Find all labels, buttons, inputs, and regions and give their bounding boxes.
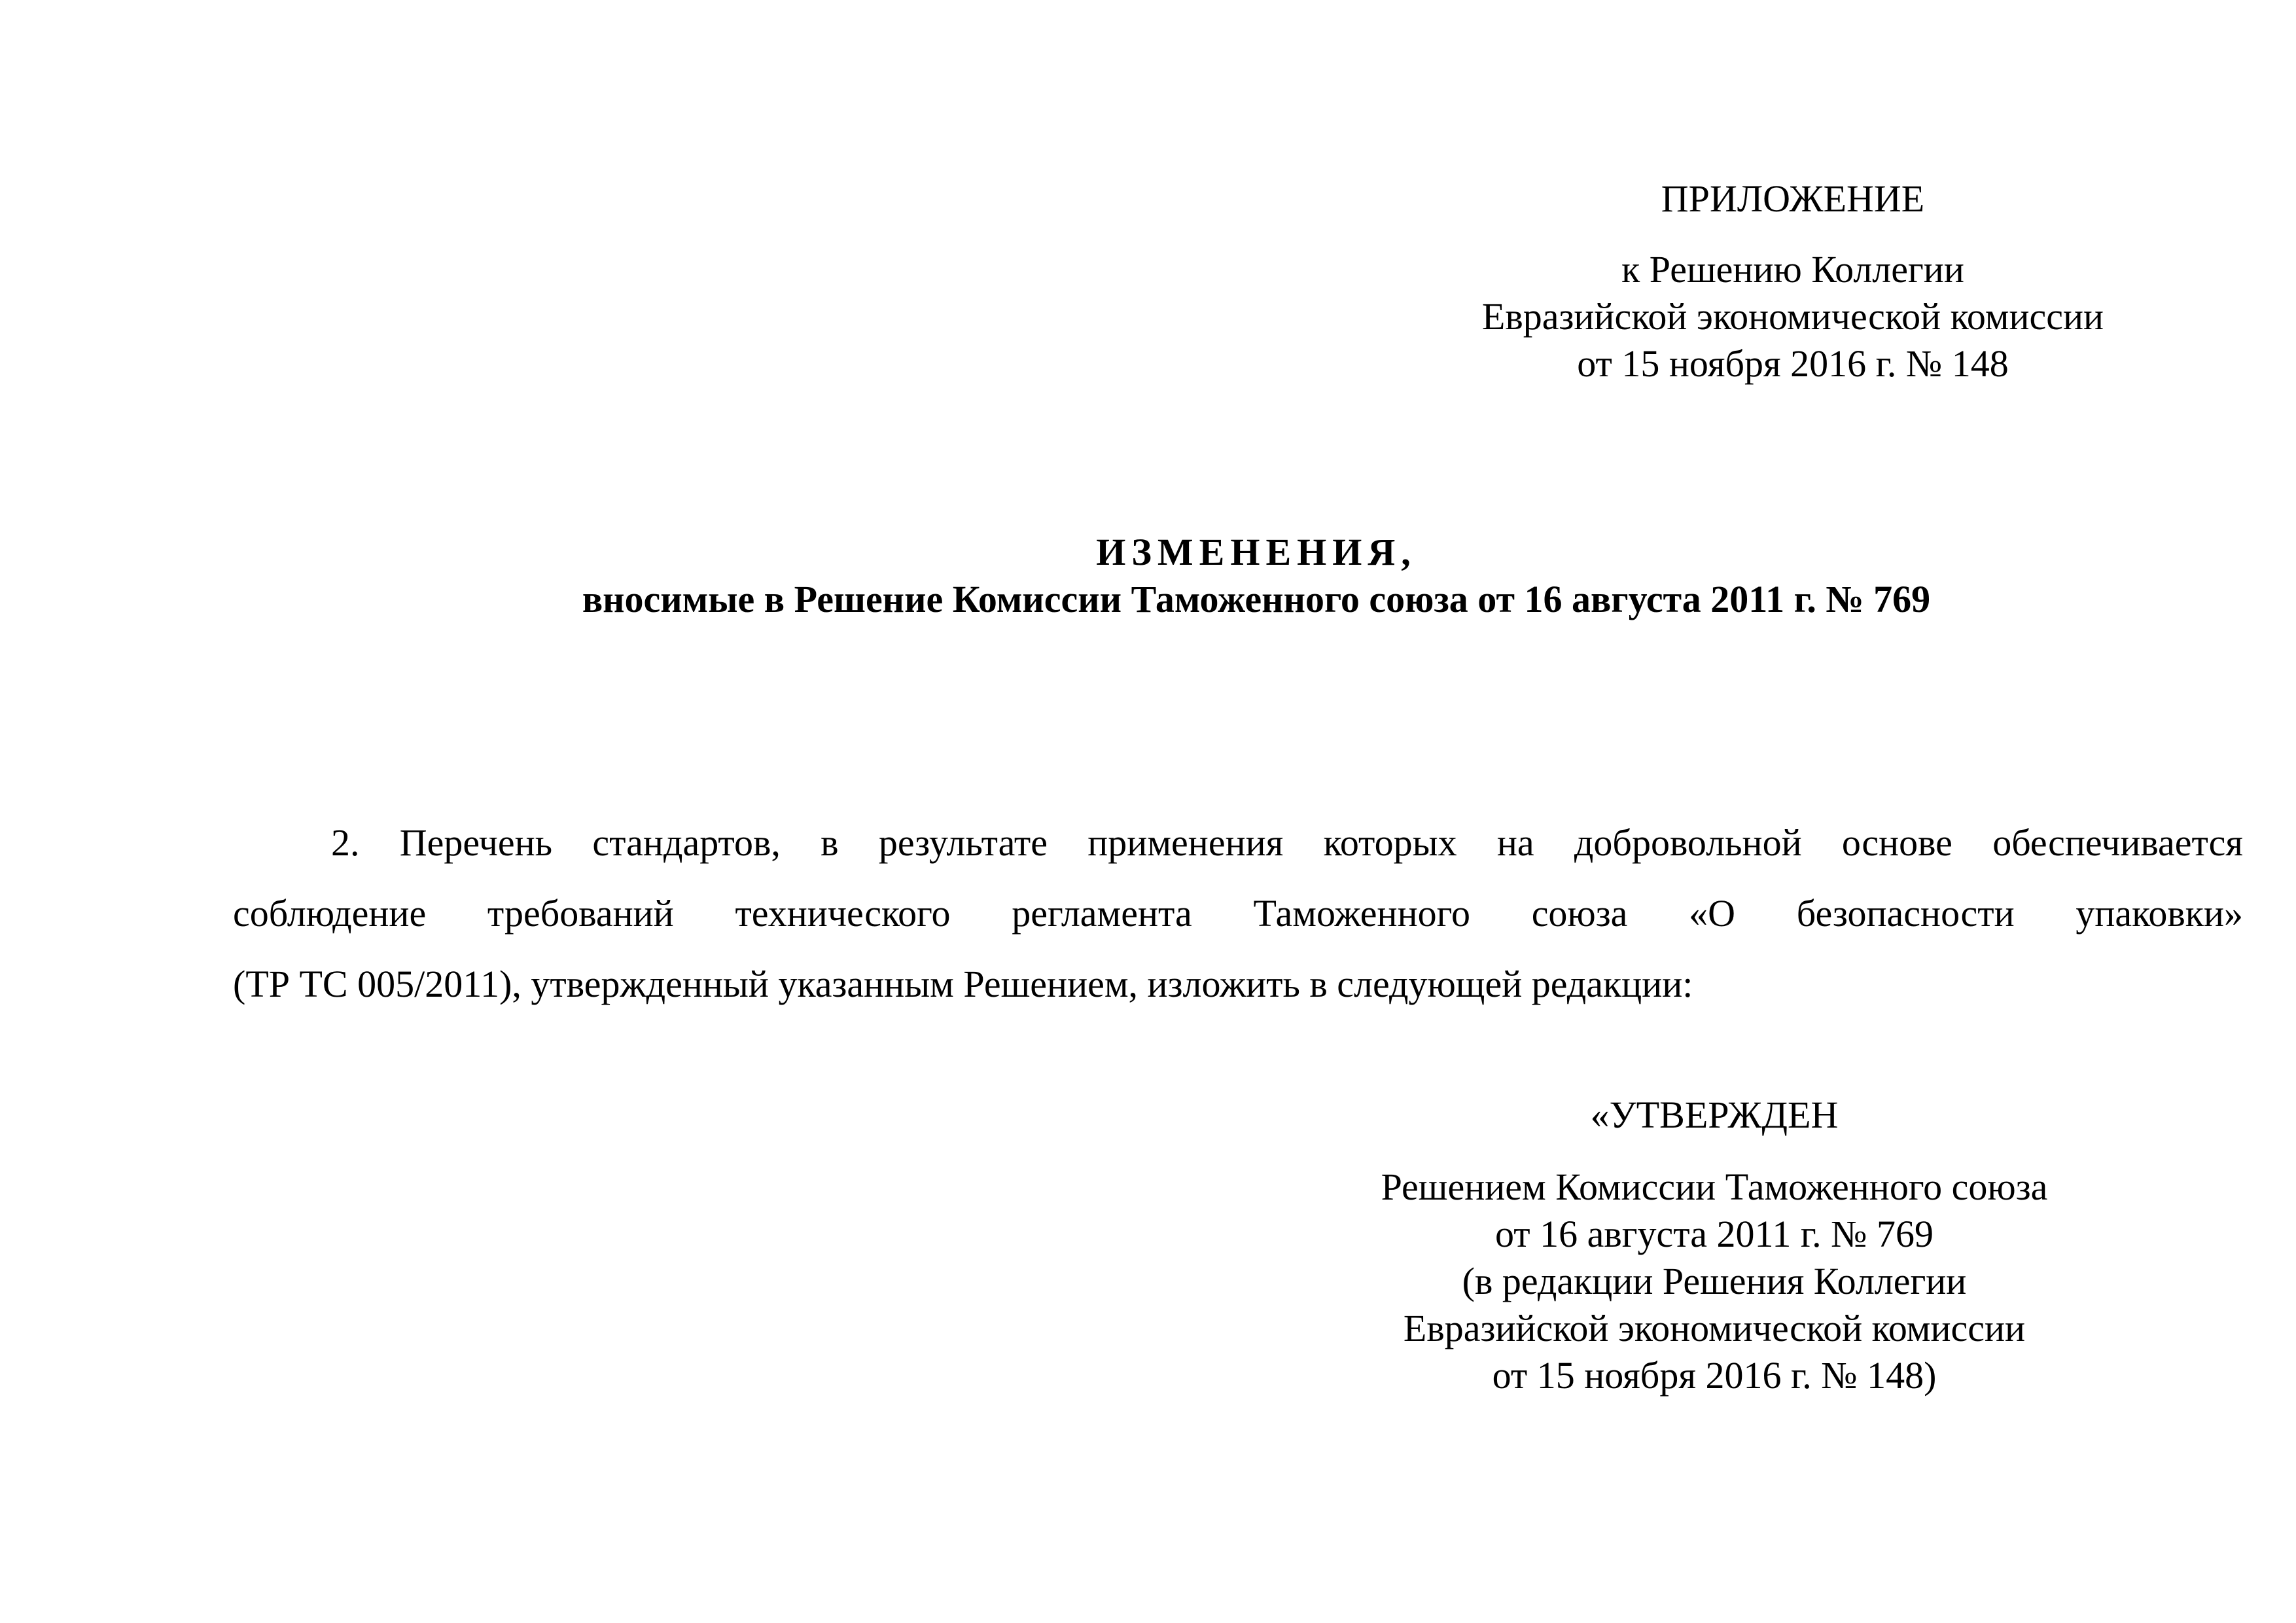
paragraph-line: 2. Перечень стандартов, в результате применения которых на добровольной основе обеспечивается [331,821,2243,864]
approval-line: Евразийской экономической комиссии [1403,1307,2026,1349]
paragraph-line: (ТР ТС 005/2011), утвержденный указанным Решением, изложить в следующей редакции: [233,963,1693,1005]
document-title: ИЗМЕНЕНИЯ, [1096,531,1417,573]
appendix-label: ПРИЛОЖЕНИЕ [1661,177,1925,220]
paragraph-line: соблюдение требований технического регламента Таможенного союза «О безопасности упаковки» [233,892,2243,935]
approval-line: (в редакции Решения Коллегии [1462,1260,1967,1302]
main-paragraph [233,808,2243,1020]
approval-line: от 16 августа 2011 г. № 769 [1495,1213,1934,1255]
document-heading [484,529,2028,623]
approval-line: от 15 ноября 2016 г. № 148) [1492,1354,1937,1397]
document-subtitle: вносимые в Решение Комиссии Таможенного союза от 16 августа 2011 г. № 769 [582,578,1931,620]
appendix-line: от 15 ноября 2016 г. № 148 [1577,342,2009,385]
appendix-header [1426,175,2159,387]
approval-line: Решением Комиссии Таможенного союза [1381,1166,2048,1208]
appendix-line: к Решению Коллегии [1621,248,1964,291]
appendix-line: Евразийской экономической комиссии [1481,295,2104,338]
approval-stamp-block [1309,1092,2120,1399]
approval-label: «УТВЕРЖДЕН [1590,1094,1839,1136]
